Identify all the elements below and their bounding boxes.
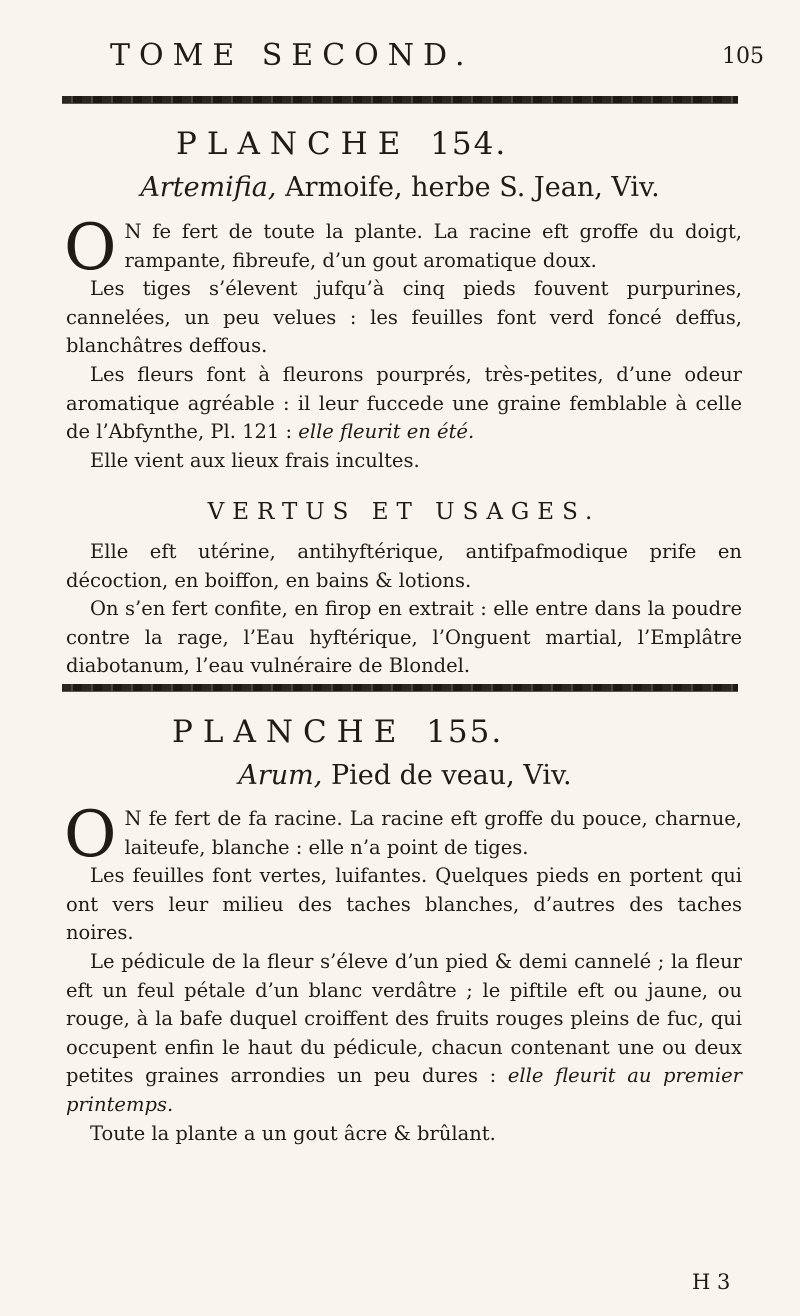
plate-155-heading-word: PLANCHE (172, 714, 407, 750)
plate-154-paragraph-3-text: Les fleurs font à fleurons pourprés, très-petites, d’une odeur aromatique agréable : il leur fuccede une graine femblable à celle de l’Abfynthe, Pl. 121 : (66, 362, 742, 444)
plate-155-number: 155. (426, 714, 504, 750)
plate-155-species (110, 760, 700, 791)
plate-154-species (110, 172, 690, 203)
plate-154-description (64, 211, 742, 475)
plate-154-latin-name: Artemifia, (140, 172, 277, 203)
plate-154-heading (176, 126, 507, 162)
vertus-usages-heading: VERTUS ET USAGES. (207, 499, 601, 525)
plate-154-common-names: Armoife, herbe S. Jean, Viv. (285, 172, 660, 203)
plate-155-latin-name: Arum, (238, 760, 323, 791)
plate-155-paragraph-4: Toute la plante a un gout âcre & brûlant. (90, 1121, 496, 1145)
plate-154-paragraph-2: Les tiges s’élevent jufqu’à cinq pieds fouvent purpurines, cannelées, un peu velues : les feuilles font verd foncé deffus, blanchâtres deffous. (66, 277, 742, 358)
plate-155-heading (172, 714, 503, 750)
plate-154-paragraph-6: On s’en fert confite, en firop en extrait : elle entre dans la poudre contre la rage, l’Eau hyftérique, l’Onguent martial, l’Emplâtre diabotanum, l’eau vulnéraire de Blondel. (66, 597, 742, 678)
plate-154-uses (66, 538, 742, 681)
plate-154-heading-word: PLANCHE (176, 126, 411, 162)
plate-155-paragraph-1 (64, 798, 742, 872)
plate-154-paragraph-4: Elle vient aux lieux frais incultes. (90, 448, 420, 472)
plate-155-paragraph-1-text: N fe fert de fa racine. La racine eft groffe du pouce, charnue, laiteufe, blanche : elle n’a point de tiges. (124, 807, 742, 859)
plate-154-paragraph-1-text: N fe fert de toute la plante. La racine eft groffe du doigt, rampante, fibreufe, d’un gout aromatique doux. (124, 220, 742, 272)
ornamental-rule-middle (62, 684, 738, 692)
plate-154-paragraph-5: Elle eft utérine, antihyftérique, antifpafmodique prife en décoction, en boiffon, en bains & lotions. (66, 540, 742, 592)
plate-155-paragraph-3-text: Le pédicule de la fleur s’éleve d’un pied & demi cannelé ; la fleur eft un feul pétale d’un blanc verdâtre ; le piftile eft ou jaune, ou rouge, à la bafe duquel croiffent des fruits rouges pleins de fuc, qui occupent enfin le haut du pédicule, chacun contenant une ou deux petites graines arrondies un peu dures : (66, 949, 742, 1088)
ornamental-rule-top (62, 96, 738, 104)
plate-154-dropcap: O (64, 211, 117, 285)
plate-155-dropcap: O (64, 798, 117, 872)
plate-154-paragraph-1 (64, 211, 742, 285)
page-number: 105 (722, 44, 764, 69)
plate-155-common-names: Pied de veau, Viv. (330, 760, 572, 791)
plate-155-description (64, 798, 742, 1148)
plate-155-paragraph-2: Les feuilles font vertes, luifantes. Quelques pieds en portent qui ont vers leur milieu des taches blanches, d’autres des taches noires. (66, 864, 742, 945)
plate-155-paragraph-3 (66, 948, 742, 1120)
plate-155-flowering-note: elle fleurit au premier printemps. (66, 1064, 742, 1116)
plate-154-flowering-note: elle fleurit en été. (298, 420, 475, 444)
plate-154-paragraph-3 (66, 361, 742, 447)
plate-154-number: 154. (430, 126, 508, 162)
signature-mark: H 3 (692, 1270, 731, 1294)
running-head: TOME SECOND. (110, 38, 474, 73)
